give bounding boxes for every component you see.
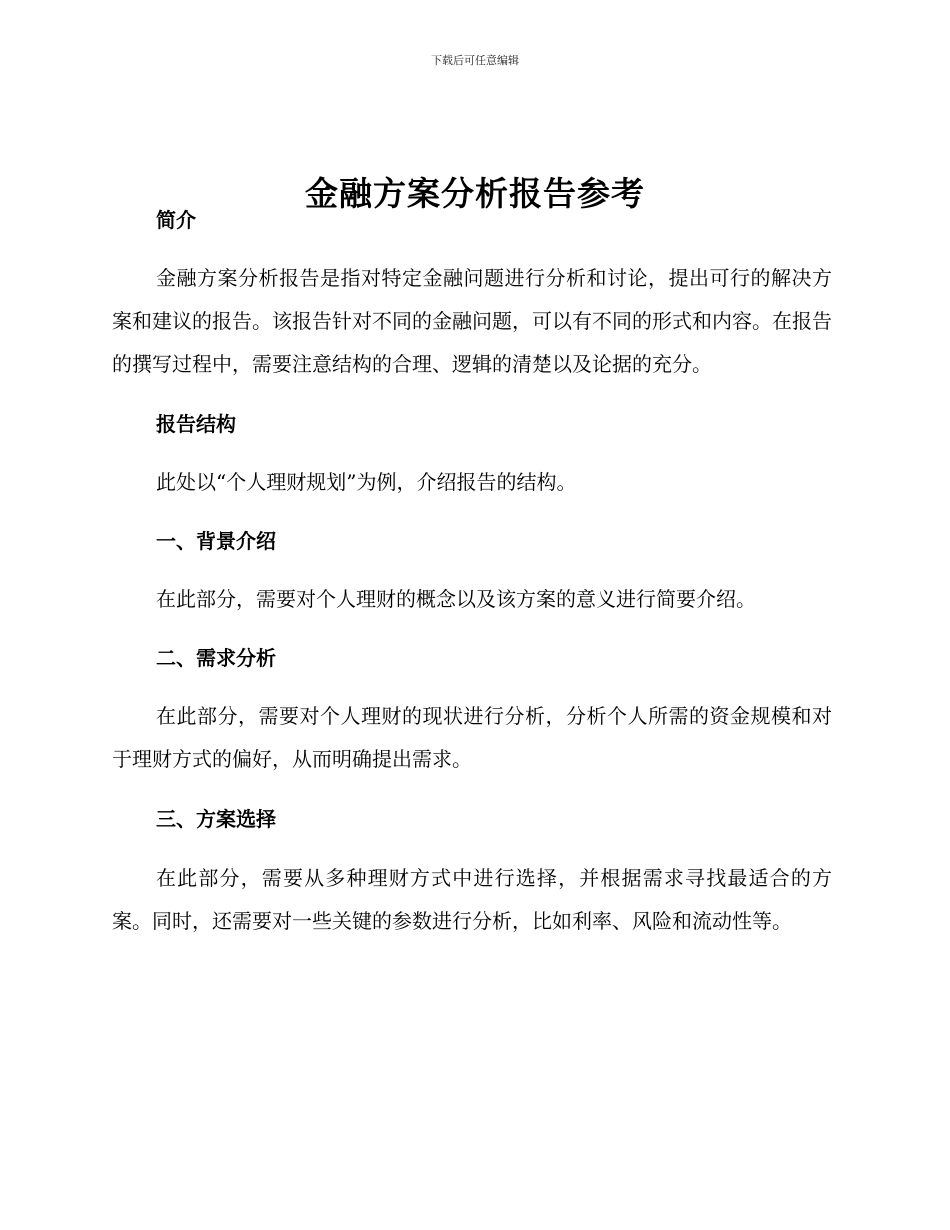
section-paragraph-intro: 金融方案分析报告是指对特定金融问题进行分析和讨论，提出可行的解决方案和建议的报告。该报告针对不同的金融问题，可以有不同的形式和内容。在报告的撰写过程中，需要注意结构的合理、逻辑的清楚以及论据的充分。 bbox=[112, 266, 832, 376]
document-title: 金融方案分析报告参考 bbox=[305, 174, 645, 214]
section-heading-needs: 二、需求分析 bbox=[156, 646, 276, 670]
section-paragraph-structure: 此处以“个人理财规划”为例，介绍报告的结构。 bbox=[156, 470, 577, 494]
document-body bbox=[112, 200, 832, 943]
page-header: 下载后可任意编辑 bbox=[431, 54, 519, 67]
section-paragraph-selection: 在此部分，需要从多种理财方式中进行选择，并根据需求寻找最适合的方案。同时，还需要对一些关键的参数进行分析，比如利率、风险和流动性等。 bbox=[112, 866, 832, 933]
section-heading-structure: 报告结构 bbox=[156, 412, 236, 436]
section-paragraph-needs: 在此部分，需要对个人理财的现状进行分析，分析个人所需的资金规模和对于理财方式的偏好，从而明确提出需求。 bbox=[112, 704, 832, 771]
section-heading-intro: 简介 bbox=[156, 208, 196, 232]
section-heading-selection: 三、方案选择 bbox=[156, 807, 276, 831]
section-paragraph-background: 在此部分，需要对个人理财的概念以及该方案的意义进行简要介绍。 bbox=[156, 587, 756, 611]
section-heading-background: 一、背景介绍 bbox=[156, 529, 276, 553]
